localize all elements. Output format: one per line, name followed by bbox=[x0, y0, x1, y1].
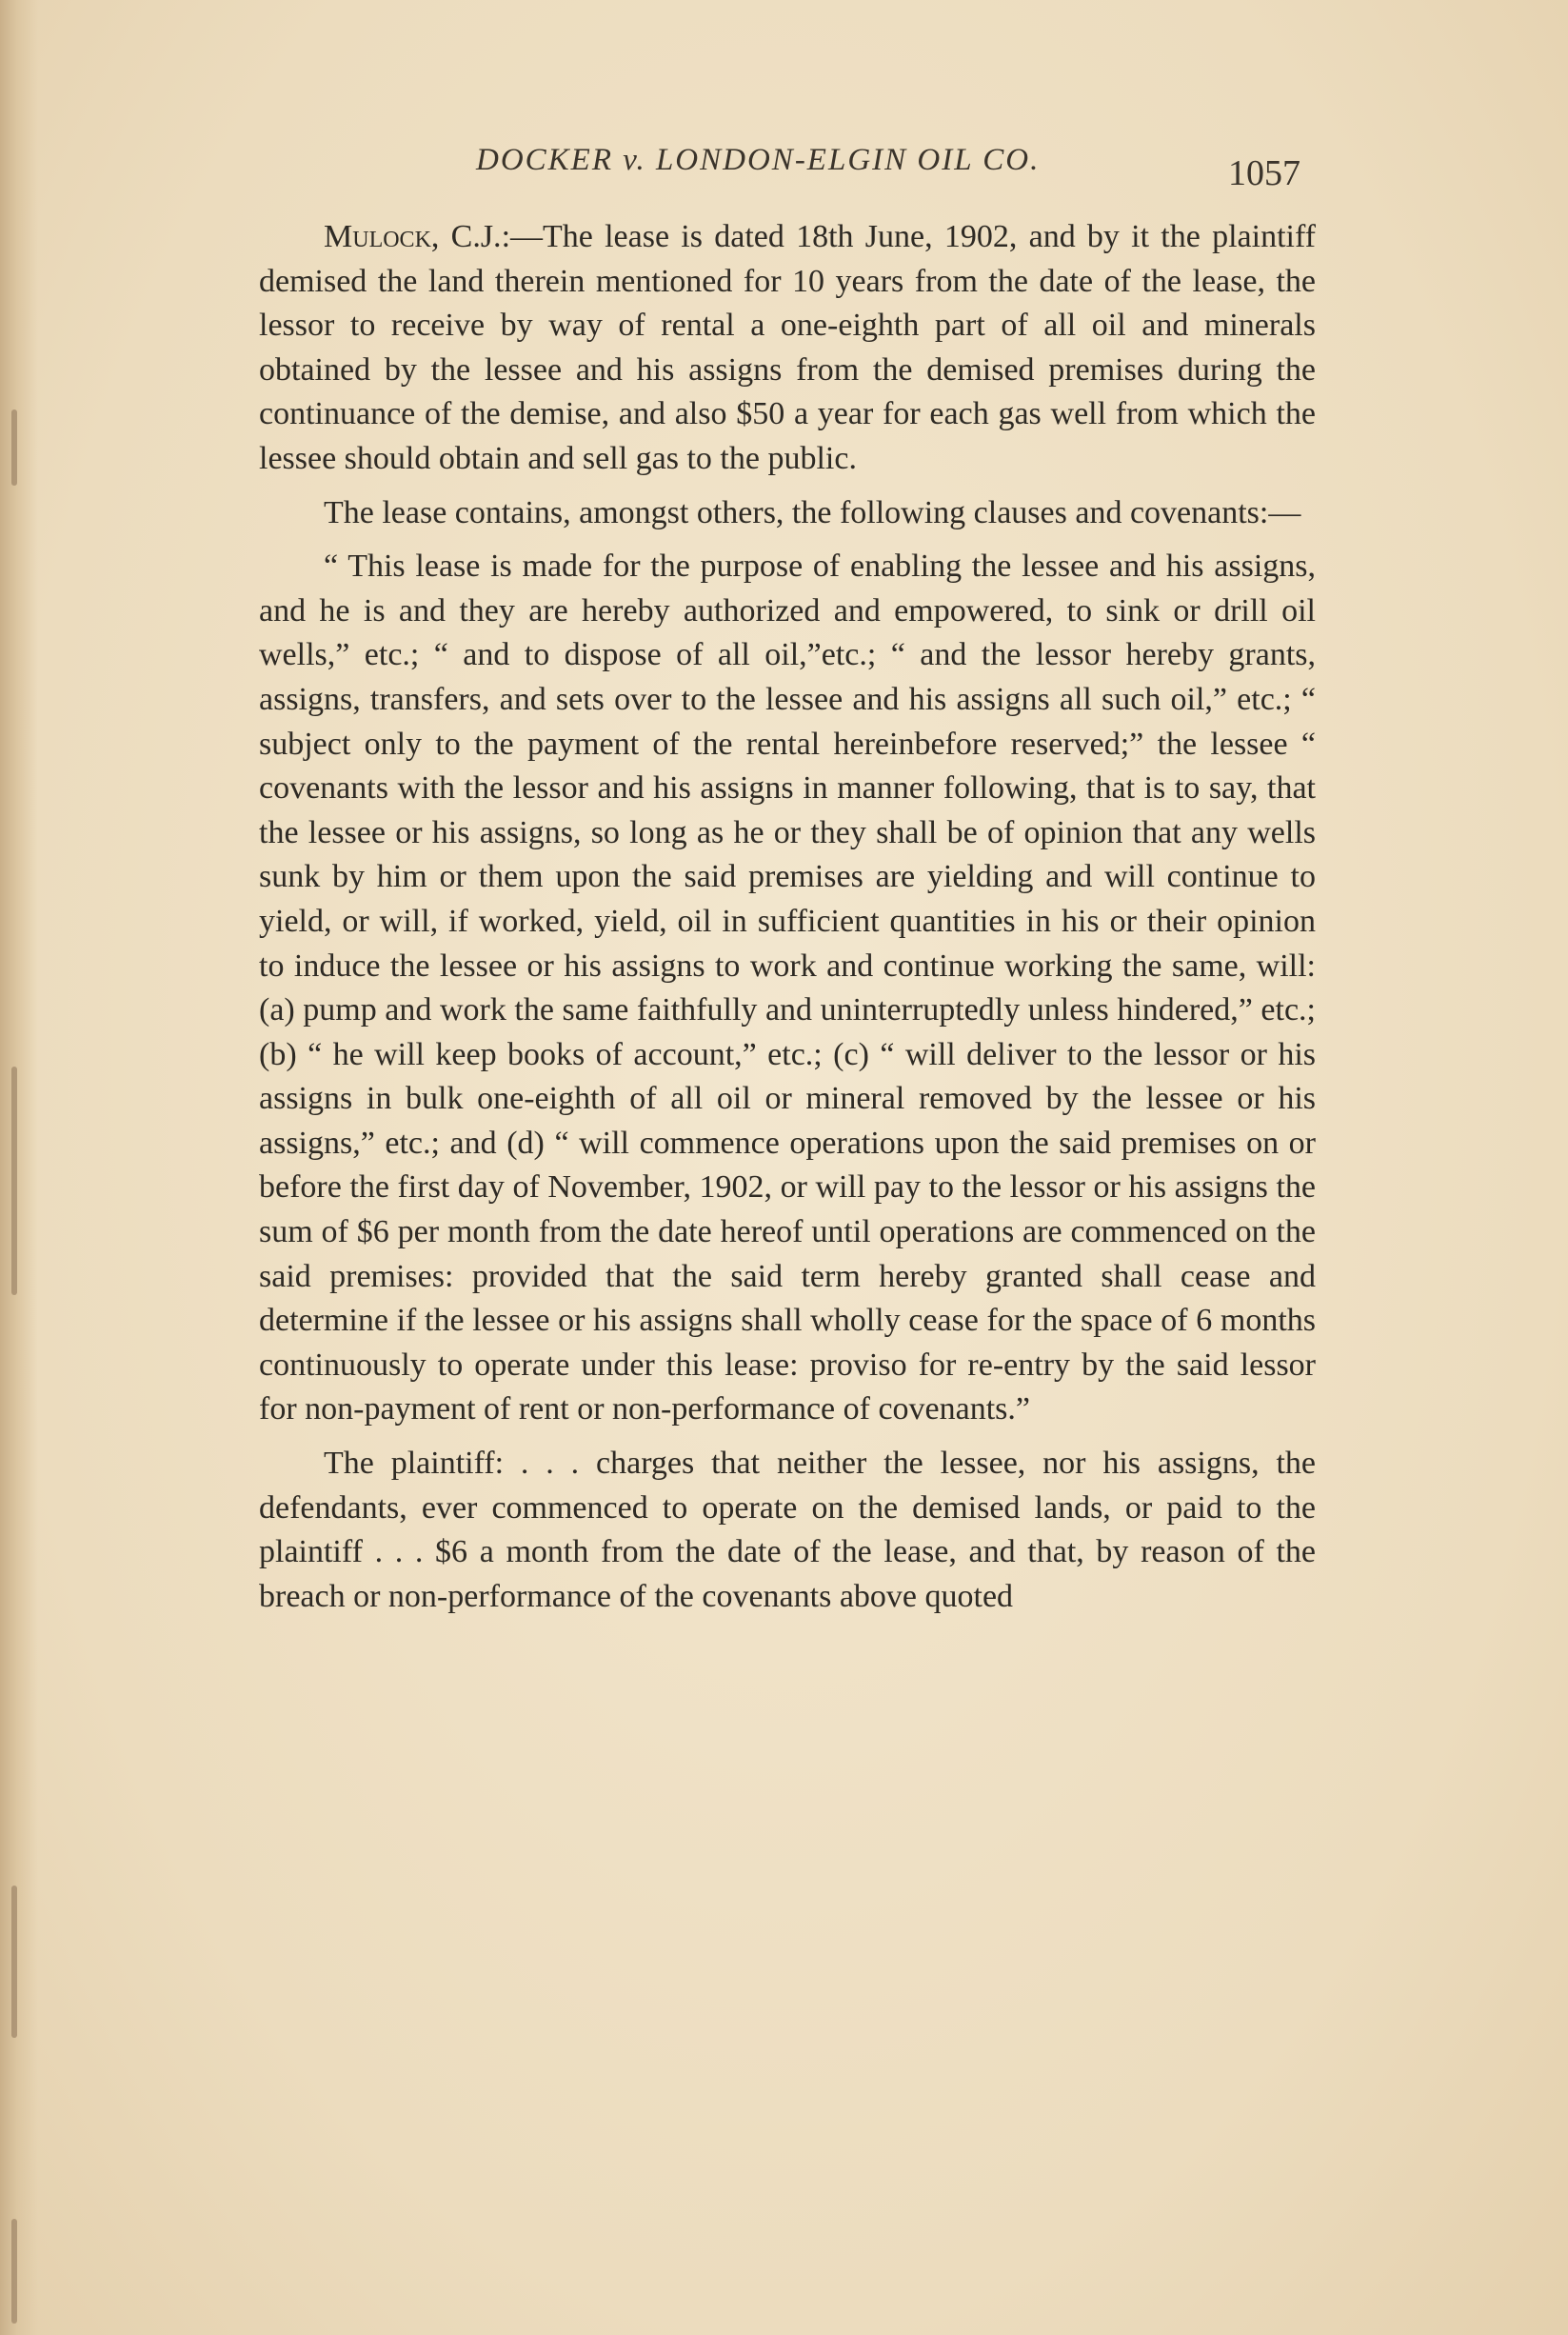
binding-edge bbox=[0, 0, 38, 2335]
paragraph bbox=[259, 215, 1316, 482]
running-title: DOCKER v. LONDON-ELGIN OIL CO. bbox=[476, 143, 1041, 177]
page-number: 1057 bbox=[1228, 153, 1300, 193]
judge-name: Mulock, C.J. bbox=[324, 219, 502, 254]
paragraph: The lease contains, amongst others, the following clauses and covenants:— bbox=[324, 494, 1301, 530]
paragraph: “ This lease is made for the purpose of enabling the lessee and his assigns, and he is and they are hereby authorized and empowered, to sink or drill oil wells,” etc.; “ and to dispose of all oil,”etc.; “ and the lessor hereby grants, assigns, transfers, and sets over to the lessee and his assigns all such oil,” etc.; “ subject only to the payment of the rental hereinbefore reserved;” the lessee “ covenants with the lessor and his assigns in manner following, that is to say, that the lessee or his assigns, so long as he or they shall be of opinion that any wells sunk by him or them upon the said premises are yielding and will continue to yield, or will, if worked, yield, oil in sufficient quantities in his or their opinion to induce the lessee or his assigns to work and continue working the same, will: (a) pump and work the same faithfully and uninterruptedly unless hindered,” etc.; (b) “ he will keep books of account,” etc.; (c) “ will deliver to the lessor or his assigns in bulk one-eighth of all oil or mineral removed by the lessee or his assigns,” etc.; and (d) “ will commence operations upon the said premises on or before the first day of November, 1902, or will pay to the lessor or his assigns the sum of $6 per month from the date hereof until operations are commenced on the said premises: provided that the said term hereby granted shall cease and determine if the lessee or his assigns shall wholly cease for the space of 6 months continuously to operate under this lease: proviso for re-entry by the said lessor for non-payment of rent or non-performance of covenants.” bbox=[259, 549, 1316, 1427]
paragraph-text: :—The lease is dated 18th June, 1902, and by it the plaintiff demised the land therein mentioned for 10 years from the date of the lease, the lessor to receive by way of rental a one-eighth part of all oil and minerals obtained by the lessee and his assigns from the demised premises during the continuance of the demise, and also $50 a year for each gas well from which the lessee should obtain and sell gas to the public. bbox=[259, 219, 1316, 476]
paragraph: The plaintiff: . . . charges that neither the lessee, nor his assigns, the defendants, ever commenced to operate on the demised lands, or paid to the plaintiff . . . $6 a month from the date of the lease, and that, by reason of the breach or non-performance of the covenants above quoted bbox=[259, 1446, 1316, 1614]
page-body bbox=[259, 215, 1316, 1619]
binding-mark bbox=[11, 1886, 17, 2038]
binding-mark bbox=[11, 409, 17, 486]
binding-mark bbox=[11, 2219, 17, 2324]
binding-mark bbox=[11, 1067, 17, 1295]
